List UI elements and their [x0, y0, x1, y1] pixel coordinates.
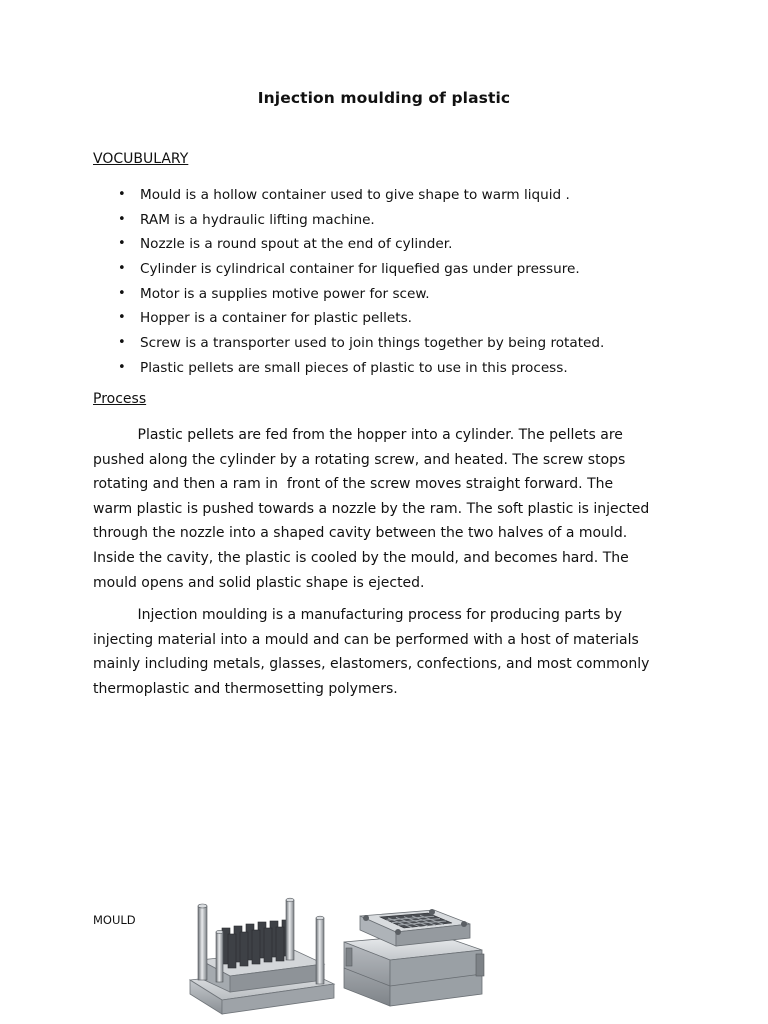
document-title: Injection moulding of plastic [257, 89, 511, 107]
mould-image-open-core [182, 888, 340, 1020]
paragraph-line: mould opens and solid plastic shape is ejected. [93, 574, 425, 591]
vocabulary-item-text: Hopper is a container for plastic pellets. [140, 310, 413, 327]
vocabulary-item [93, 356, 693, 381]
vocabulary-item [93, 282, 693, 307]
vocabulary-item [93, 331, 693, 356]
vocabulary-item-text: Nozzle is a round spout at the end of cylinder. [140, 236, 453, 253]
paragraph-line: pushed along the cylinder by a rotating screw, and heated. The screw stops [93, 451, 626, 468]
vocabulary-item [93, 257, 693, 282]
mould-label: MOULD [93, 913, 136, 927]
process-paragraph-1 [93, 423, 678, 595]
vocabulary-heading: VOCUBULARY [93, 151, 189, 167]
bullet-icon: • [118, 359, 126, 375]
vocabulary-item [93, 232, 693, 257]
vocabulary-item-text: Screw is a transporter used to join things together by being rotated. [140, 335, 605, 352]
vocabulary-item [93, 183, 693, 208]
vocabulary-item-text: RAM is a hydraulic lifting machine. [140, 211, 375, 228]
paragraph-line: warm plastic is pushed towards a nozzle by the ram. The soft plastic is injected [93, 500, 650, 517]
vocabulary-item-text: Mould is a hollow container used to give shape to warm liquid . [140, 187, 570, 203]
paragraph-line: injecting material into a mould and can be performed with a host of materials [93, 631, 639, 648]
bullet-icon: • [118, 310, 126, 326]
bullet-icon: • [118, 187, 126, 202]
paragraph-line: through the nozzle into a shaped cavity between the two halves of a mould. [93, 525, 628, 542]
vocabulary-item-text: Cylinder is cylindrical container for liquefied gas under pressure. [140, 261, 580, 278]
paragraph-line: mainly including metals, glasses, elastomers, confections, and most commonly [93, 656, 650, 673]
bullet-icon: • [118, 335, 126, 351]
paragraph-line: rotating and then a ram in front of the screw moves straight forward. The [93, 476, 614, 493]
paragraph-line: Plastic pellets are fed from the hopper into a cylinder. The pellets are [93, 427, 623, 443]
vocabulary-item-text: Motor is a supplies motive power for scew. [140, 285, 430, 302]
vocabulary-item [93, 208, 693, 233]
paragraph-line: Injection moulding is a manufacturing process for producing parts by [93, 607, 623, 623]
bullet-icon: • [118, 211, 126, 227]
paragraph-line: thermoplastic and thermosetting polymers. [93, 680, 398, 697]
mould-image-closed-block [338, 888, 488, 1016]
process-heading: Process [93, 391, 147, 407]
bullet-icon: • [118, 236, 126, 252]
vocabulary-item-text: Plastic pellets are small pieces of plastic to use in this process. [140, 359, 568, 376]
bullet-icon: • [118, 285, 126, 301]
paragraph-line: Inside the cavity, the plastic is cooled by the mould, and becomes hard. The [93, 549, 629, 566]
process-paragraph-2 [93, 603, 678, 701]
vocabulary-item [93, 306, 693, 331]
vocabulary-list [93, 183, 693, 381]
bullet-icon: • [118, 261, 126, 277]
